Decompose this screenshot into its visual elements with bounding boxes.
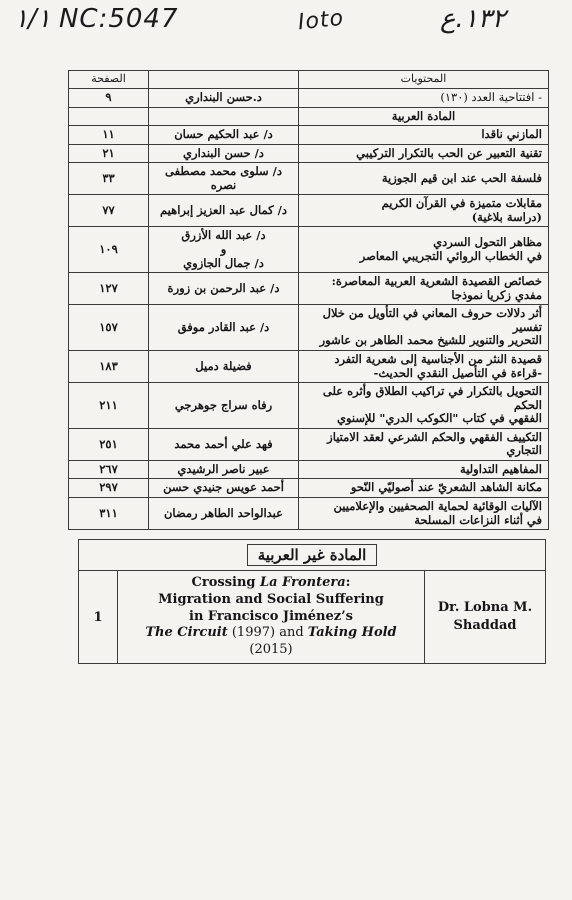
contents-table [68,70,549,530]
contents-row [69,305,549,351]
article-title [299,273,549,305]
article-page: ٧٧ [69,195,149,227]
contents-row [69,144,549,163]
contents-row [69,107,549,126]
entry-number: 1 [79,571,118,663]
article-author-line: و [220,242,227,257]
article-author: أحمد عويس جنيدي حسن [149,479,299,498]
title-text: Migration and Social Suffering [158,591,384,607]
non-arabic-section-header [79,540,545,571]
contents-row [69,350,549,382]
author-line: Dr. Lobna M. [437,599,533,615]
contents-row [69,498,549,530]
non-arabic-entry [79,571,545,663]
title-italic: La Frontera [260,574,346,590]
article-page: ٢٩٧ [69,479,149,498]
article-author: فهد علي أحمد محمد [149,428,299,460]
article-title [299,498,549,530]
article-author: عبير ناصر الرشيدي [149,460,299,479]
article-title-line: مكانة الشاهد الشعريّ عند أصوليّي النّحو [350,480,542,495]
article-page: ١٠٩ [69,227,149,273]
article-title-line: - افتتاحية العدد (١٣٠) [440,89,542,104]
article-title [299,460,549,479]
article-title [299,126,549,145]
contents-header: المحتويات [299,71,549,89]
article-title-line: أثر دلالات حروف المعاني في التأويل من خلال تفسير [322,306,542,334]
article-page: ١٨٣ [69,350,149,382]
article-title-line: تقنية التعبير عن الحب بالتكرار التركيبي [356,145,542,160]
entry-title [118,571,425,663]
article-title-line: مظاهر التحول السردي [433,235,542,250]
article-page: ٩ [69,88,149,107]
article-page: ٣١١ [69,498,149,530]
contents-row [69,163,549,195]
article-title [299,88,549,107]
article-title [299,107,549,126]
article-author: د/ سلوى محمد مصطفى نصره [149,163,299,195]
contents-row [69,195,549,227]
non-arabic-section [78,539,546,664]
handwritten-reference-left: ١/١ NC:5047 [14,4,179,34]
author-header [149,71,299,89]
article-title-line: في الخطاب الروائي التجريبي المعاصر [359,248,542,263]
article-author: د/ كمال عبد العزيز إبراهيم [149,195,299,227]
article-title-line: في أثناء النزاعات المسلحة [414,512,542,527]
contents-row [69,428,549,460]
contents-row [69,460,549,479]
article-title [299,428,549,460]
article-author: رفاه سراج جوهرجي [149,383,299,429]
article-author: د/ عبد القادر موفق [149,305,299,351]
contents-body [69,88,549,529]
contents-row [69,383,549,429]
article-title-line: مفدي زكريا نموذجا [451,287,542,302]
article-title-line: مقابلات متميزة في القرآن الكريم [381,196,542,211]
author-line: Shaddad [453,618,517,633]
contents-header-row [69,71,549,89]
article-title-line: المفاهيم التداولية [460,461,542,476]
article-author [149,227,299,273]
page-header: الصفحة [69,71,149,89]
article-title-line: (دراسة بلاغية) [471,209,542,224]
article-page: ٢١١ [69,383,149,429]
article-title-line: المازني ناقدا [481,127,542,142]
article-author: د/ عبد الحكيم حسان [149,126,299,145]
entry-author [425,571,545,663]
title-italic: The Circuit [145,625,228,641]
article-title-line: فلسفة الحب عند ابن قيم الجوزية [381,171,542,185]
article-page: ١٥٧ [69,305,149,351]
article-title [299,383,549,429]
title-text: (1997) and [227,625,308,641]
article-title-line: قصيدة النثر من الأجناسية إلى شعرية التفرد [334,351,542,366]
article-page: ١٢٧ [69,273,149,305]
article-title [299,227,549,273]
contents-row [69,88,549,107]
article-title-line: الفقهي في كتاب "الكوكب الدري" للإسنوي [336,411,542,426]
title-text: in Francisco Jiménez’s [189,608,353,624]
article-author [149,107,299,126]
article-page: ١١ [69,126,149,145]
article-title [299,195,549,227]
article-author: عبدالواحد الطاهر رمضان [149,498,299,530]
article-page: ٣٣ [69,163,149,195]
article-author: د/ حسن البنداري [149,144,299,163]
non-arabic-section-title: المادة غير العربية [247,544,378,566]
article-title [299,305,549,351]
article-title-line: الآليات الوقائية لحماية الصحفيين والإعلاميين [333,499,542,514]
article-page [69,107,149,126]
handwritten-signature: Ioto [296,5,346,36]
article-title [299,144,549,163]
title-text: (2015) [249,642,293,658]
article-author-line: د/ عبد الله الأزرق [181,228,266,243]
contents-row [69,227,549,273]
article-author: د/ عبد الرحمن بن زورة [149,273,299,305]
article-page: ٢٦٧ [69,460,149,479]
article-title [299,350,549,382]
article-title-line: التحرير والتنوير للشيخ محمد الطاهر بن عاشور [319,333,542,348]
article-page: ٢١ [69,144,149,163]
title-text: Crossing [191,574,261,590]
article-title-line: -قراءة في التأصيل النقدي الحديث- [373,365,542,380]
article-author: فضيلة دميل [149,350,299,382]
title-italic: Taking Hold [307,625,397,641]
article-title [299,479,549,498]
article-author-line: د/ جمال الجازوي [183,255,264,270]
title-text: : [345,574,351,590]
article-author: د.حسن البنداري [149,88,299,107]
article-title-line: التكييف الفقهي والحكم الشرعي لعقد الامتياز التجاري [327,429,542,458]
contents-row [69,479,549,498]
article-title-line: المادة العربية [391,108,456,123]
article-page: ٢٥١ [69,428,149,460]
article-title-line: التحويل بالتكرار في تراكيب الطلاق وأثره على الحكم [322,384,542,412]
contents-row [69,273,549,305]
article-title-line: خصائص القصيدة الشعرية العربية المعاصرة: [331,274,542,289]
handwritten-reference-right: ١٣٢.ع [440,4,506,34]
contents-row [69,126,549,145]
article-title [299,163,549,195]
